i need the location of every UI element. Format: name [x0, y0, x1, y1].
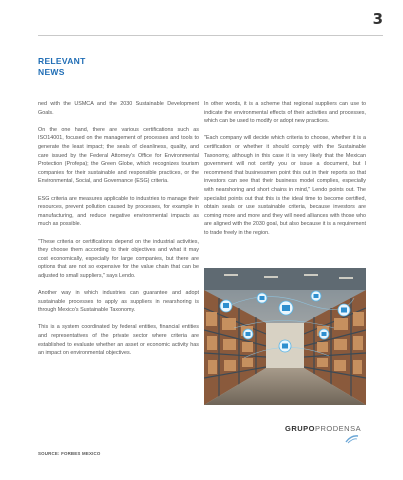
logo-text-prodensa: PRODENSA	[315, 424, 362, 433]
left-paragraph: ESG criteria are measures applicable to industries to manage their resources, prevent pollution caused by processes, for example in manufacturing, and reduce negative environmental impacts as much as possible.	[38, 195, 199, 228]
section-title-line-2: NEWS	[38, 67, 65, 77]
left-paragraph: Another way in which industries can guarantee and adopt sustainable processes to apply as suppliers in nearshoring is through Mexico's Sustainable Taxonomy.	[38, 290, 199, 314]
source-credit: SOURCE: FORBES MEXICO	[38, 451, 101, 456]
company-logo	[285, 424, 361, 433]
left-text-column	[38, 100, 199, 366]
logo-swoosh-icon	[345, 434, 359, 444]
page-number: 3	[372, 10, 383, 28]
header-divider	[38, 35, 383, 36]
warehouse-photo	[204, 268, 366, 405]
right-paragraph: "Each company will decide which criteria to choose, whether it is a certification or whether it should comply with the Sustainable Taxonomy, although in this case it is very likely that the Mexican government will not certify you or issue a document, but I recommend that businessmen point this out in their reports so that investors can see that their business model complies, especially with nearshoring and short chains in mind," Lendo points out. The specialist points out that this is the ideal time to become certified, obtain seals or use sustainable criteria, because investors are coming more and more and they will need alliances with those who are aligned with the 2030 goal, but also because it is a requirement to trade freely in the region.	[204, 135, 366, 236]
left-paragraph: On the one hand, there are various certifications such as ISO14001, focused on the management of processes and tools to generate the least impact; the seals of cleanliness, quality, and care issued by the Federal Attorney's Office for Environmental Protection (Profepa); the Green Globe, which recognizes tourism companies for their sustainable and responsible practices, or the Environmental, Social, and Governance (ESG) criteria.	[38, 126, 199, 185]
logo-text-grupo: GRUPO	[285, 424, 316, 433]
section-title	[38, 56, 158, 78]
right-text-column	[204, 100, 366, 246]
section-title-line-1: RELEVANT	[38, 56, 86, 66]
left-paragraph: This is a system coordinated by federal entities, financial entities and representatives of the private sector where criteria are established to evaluate whether an asset or economic activity has an impact on environmental objectives.	[38, 324, 199, 357]
left-paragraph: ned with the USMCA and the 2030 Sustainable Development Goals.	[38, 101, 199, 116]
right-paragraph: In other words, it is a scheme that regional suppliers can use to indicate the environmental effects of their activities and processes, which can be used to modify or adopt new practices.	[204, 101, 366, 125]
left-paragraph: "These criteria or certifications depend on the industrial activities, they choose them according to their objectives and what it may cost economically, especially for large companies, but there are options that are not so expensive for the value chain that can be adjusted to small suppliers," says Lendo.	[38, 238, 199, 279]
